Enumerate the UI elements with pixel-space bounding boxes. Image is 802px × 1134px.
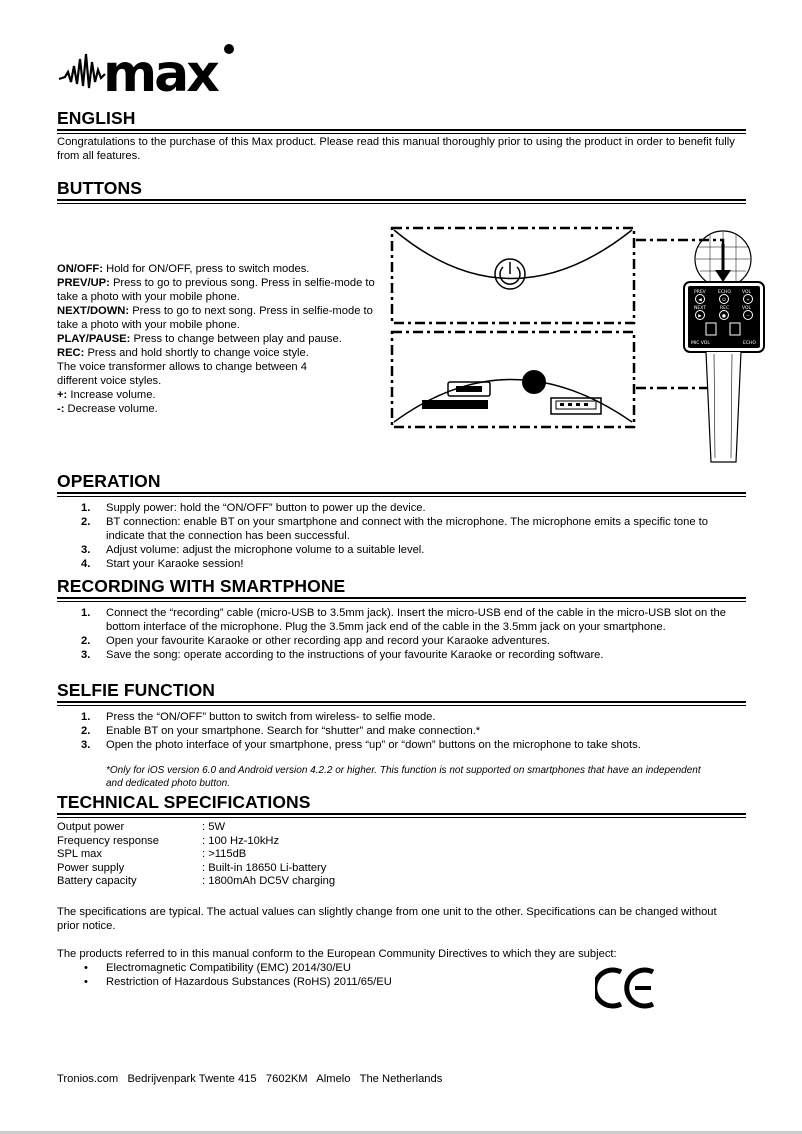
section-title-buttons: BUTTONS <box>57 178 142 198</box>
list-item: 3. Adjust volume: adjust the microphone volume to a suitable level. <box>81 544 425 556</box>
recording-steps <box>57 606 747 662</box>
microphone-diagram <box>388 222 768 467</box>
svg-text:▶: ▶ <box>698 314 702 319</box>
svg-text:⏻: ⏻ <box>722 298 726 303</box>
operation-steps <box>57 501 747 571</box>
svg-text:MIC VOL: MIC VOL <box>691 341 710 346</box>
max-logo <box>57 44 252 94</box>
buttons-list <box>57 262 375 416</box>
directives-list <box>57 961 557 989</box>
table-row: Battery capacity : 1800mAh DC5V charging <box>57 875 336 887</box>
divider <box>57 133 746 134</box>
list-item: • Electromagnetic Compatibility (EMC) 2014/30/EU <box>84 962 351 974</box>
divider <box>57 496 746 497</box>
divider <box>57 199 746 201</box>
svg-text:max: max <box>103 44 217 94</box>
table-row: Power supply : Built-in 18650 Li-battery <box>57 861 327 874</box>
svg-text:●: ● <box>722 314 726 319</box>
list-item: 2. Enable BT on your smartphone. Search for “shutter” and make connection.* <box>81 725 481 737</box>
specs-table <box>57 820 457 888</box>
list-item: 2. BT connection: enable BT on your smartphone and connect with the microphone. The microphone emits a specific tone to indicate that the connection has been successful. <box>81 516 708 542</box>
section-title-recording: RECORDING WITH SMARTPHONE <box>57 576 346 596</box>
table-row: SPL max : >115dB <box>57 848 247 860</box>
specs-note: The specifications are typical. The actual values can slightly change from one unit to the other. Specifications can be changed without prior notice. <box>57 906 717 932</box>
section-title-operation: OPERATION <box>57 471 161 491</box>
list-item: 3. Open the photo interface of your smartphone, press “up” or “down” buttons on the microphone to take shots. <box>81 739 641 751</box>
list-item: 1. Press the “ON/OFF” button to switch from wireless- to selfie mode. <box>81 711 436 723</box>
intro-text: Congratulations to the purchase of this Max product. Please read this manual thoroughly prior to using the product in order to benefit fully from all features. <box>57 136 735 162</box>
footer-address: Tronios.com Bedrijvenpark Twente 415 7602KM Almelo The Netherlands <box>57 1073 443 1085</box>
section-title-english: ENGLISH <box>57 108 136 128</box>
divider <box>57 203 746 204</box>
button-desc-voice: The voice transformer allows to change between 4 different voice styles. <box>57 361 307 387</box>
svg-text:−: − <box>746 314 750 319</box>
list-item: 3. Save the song: operate according to the instructions of your favourite Karaoke or recording software. <box>81 649 604 661</box>
list-item: 1. Supply power: hold the “ON/OFF” button to power up the device. <box>81 502 426 514</box>
divider <box>57 817 746 818</box>
selfie-steps <box>57 710 747 752</box>
directives-intro: The products referred to in this manual conform to the European Community Directives to which they are subject: <box>57 948 617 960</box>
divider <box>57 129 746 131</box>
button-desc-plus: +: Increase volume. <box>57 389 156 401</box>
button-desc-minus: -: Decrease volume. <box>57 403 158 415</box>
divider <box>57 813 746 815</box>
selfie-note: *Only for iOS version 6.0 and Android version 4.2.2 or higher. This function is not supported on smartphones that have an independent and dedicated photo button. <box>106 765 701 789</box>
divider <box>57 492 746 494</box>
section-title-selfie: SELFIE FUNCTION <box>57 680 216 700</box>
button-desc-prev: PREV/UP: Press to go to previous song. Press in selfie-mode to take a photo with your mobile phone. <box>57 277 375 303</box>
ce-mark <box>595 966 657 1010</box>
button-desc-next: NEXT/DOWN: Press to go to next song. Press in selfie-mode to take a photo with your mobile phone. <box>57 305 373 331</box>
svg-text:ECHO: ECHO <box>743 341 756 346</box>
list-item: • Restriction of Hazardous Substances (RoHS) 2011/65/EU <box>84 976 392 988</box>
button-desc-play: PLAY/PAUSE: Press to change between play and pause. <box>57 333 342 345</box>
svg-text:ECHO: ECHO <box>718 290 731 295</box>
list-item: 2. Open your favourite Karaoke or other recording app and record your Karaoke adventures. <box>81 635 551 647</box>
divider <box>57 601 746 602</box>
svg-text:VOL: VOL <box>742 306 752 311</box>
table-row: Output power : 5W <box>57 821 225 833</box>
svg-text:◀: ◀ <box>698 298 702 303</box>
svg-text:PREV: PREV <box>694 290 706 295</box>
svg-text:+: + <box>746 298 750 303</box>
svg-text:NEXT: NEXT <box>694 306 706 311</box>
svg-text:REC: REC <box>720 306 730 311</box>
svg-text:VOL: VOL <box>742 290 752 295</box>
divider <box>57 701 746 703</box>
divider <box>57 597 746 599</box>
table-row: Frequency response : 100 Hz-10kHz <box>57 834 280 847</box>
button-desc-onoff: ON/OFF: Hold for ON/OFF, press to switch modes. <box>57 263 310 275</box>
section-title-specs: TECHNICAL SPECIFICATIONS <box>57 792 311 812</box>
button-desc-rec: REC: Press and hold shortly to change voice style. <box>57 347 309 359</box>
list-item: 1. Connect the “recording” cable (micro-USB to 3.5mm jack). Insert the micro-USB end of the cable in the micro-USB slot on the bottom interface of the microphone. Plug the 3.5mm jack end of the cable in the 3.5mm jack on your smartphone. <box>81 607 726 633</box>
list-item: 4. Start your Karaoke session! <box>81 558 244 570</box>
divider <box>57 705 746 706</box>
